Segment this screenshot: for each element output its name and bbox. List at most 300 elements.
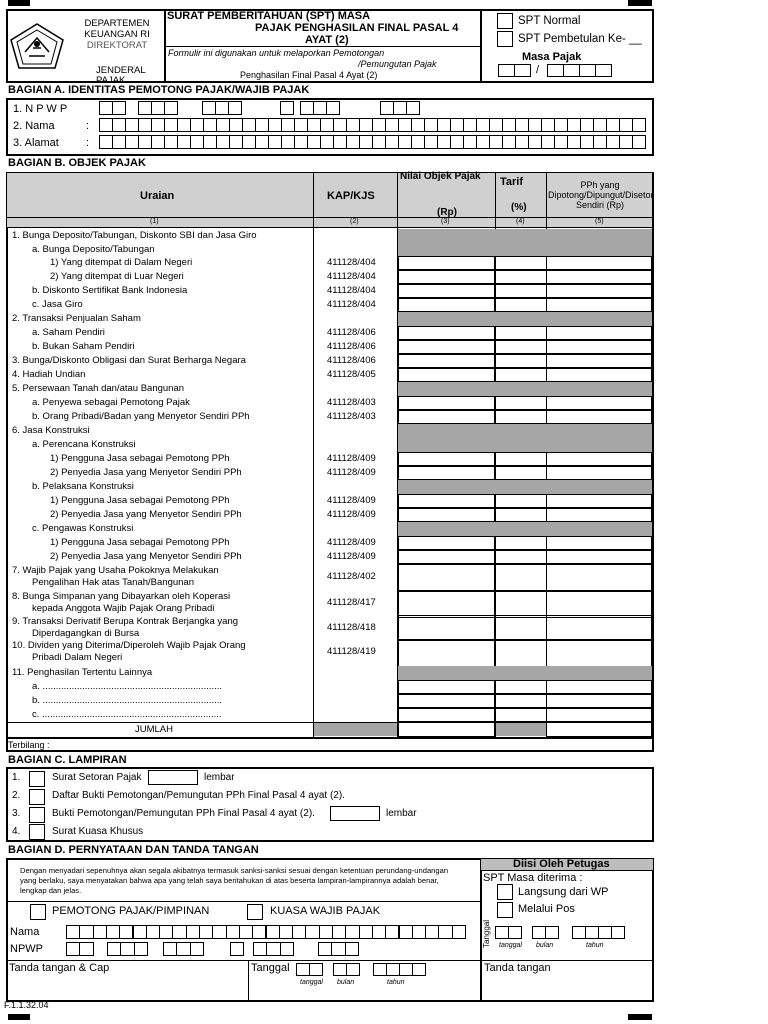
nama-char-cell[interactable]	[632, 118, 646, 132]
row-uraian: 1) Pengguna Jasa sebagai Pemotong PPh	[50, 495, 230, 506]
alamat-char-cell[interactable]	[489, 135, 503, 149]
row-uraian: a. ....................................................................	[32, 681, 223, 692]
row-pph-cell[interactable]	[546, 326, 652, 340]
row-nilai-cell[interactable]	[398, 615, 495, 641]
jumlah-kap-gray	[314, 722, 397, 736]
petugas-tanggal-year-cell[interactable]	[598, 926, 612, 939]
npwp-digit-cell[interactable]	[99, 101, 113, 115]
row-pph-cell[interactable]	[546, 639, 652, 667]
npwp-digit-cell[interactable]	[313, 101, 327, 115]
nama-char-cell[interactable]	[138, 118, 152, 132]
d-npwp-digit-cell[interactable]	[66, 942, 80, 956]
npwp-digit-cell[interactable]	[138, 101, 152, 115]
row-tarif-cell[interactable]	[495, 452, 547, 466]
alamat-char-cell[interactable]	[632, 135, 646, 149]
row-pph-cell[interactable]	[546, 452, 652, 466]
row-tarif-cell[interactable]	[495, 494, 547, 508]
alamat-char-cell[interactable]	[125, 135, 139, 149]
alamat-char-cell[interactable]	[606, 135, 620, 149]
d-npwp-digit-cell[interactable]	[107, 942, 121, 956]
alamat-char-cell[interactable]	[359, 135, 373, 149]
npwp-digit-cell[interactable]	[151, 101, 165, 115]
d-npwp-digit-cell[interactable]	[266, 942, 280, 956]
d-npwp-digit-cell[interactable]	[230, 942, 244, 956]
d-nama-char-cell[interactable]	[133, 925, 147, 939]
row-pph-cell[interactable]	[546, 340, 652, 354]
d-npwp-digit-cell[interactable]	[163, 942, 177, 956]
corner-mark	[628, 1014, 652, 1020]
d-nama-char-cell[interactable]	[106, 925, 120, 939]
nama-char-cell[interactable]	[255, 118, 269, 132]
alamat-char-cell[interactable]	[346, 135, 360, 149]
row-nilai-cell[interactable]	[398, 494, 495, 508]
nama-char-cell[interactable]	[476, 118, 490, 132]
spt-normal-checkbox[interactable]	[497, 13, 513, 29]
npwp-digit-cell[interactable]	[380, 101, 394, 115]
row-tarif-cell[interactable]	[495, 639, 547, 667]
nama-char-cell[interactable]	[398, 118, 412, 132]
alamat-char-cell[interactable]	[255, 135, 269, 149]
nama-char-cell[interactable]	[346, 118, 360, 132]
ttd-cap-label: Tanda tangan & Cap	[9, 962, 110, 974]
nama-char-cell[interactable]	[125, 118, 139, 132]
nama-char-cell[interactable]	[593, 118, 607, 132]
d-tanggal-day-cell[interactable]	[309, 963, 323, 976]
pos-checkbox[interactable]	[497, 902, 513, 918]
alamat-char-cell[interactable]	[333, 135, 347, 149]
lampiran-ssp-checkbox[interactable]	[29, 771, 45, 787]
row-uraian: 9. Transaksi Derivatif Berupa Kontrak Berjangka yang	[12, 616, 239, 627]
d-nama-char-cell[interactable]	[212, 925, 226, 939]
row-uraian: a. Saham Pendiri	[32, 327, 105, 338]
pemotong-checkbox[interactable]	[30, 904, 46, 920]
row-gray-cell	[398, 480, 652, 494]
lampiran-bukti-checkbox[interactable]	[29, 807, 45, 823]
row-tarif-cell[interactable]	[495, 396, 547, 410]
petugas-tanggal-year-cell[interactable]	[572, 926, 586, 939]
alamat-char-cell[interactable]	[502, 135, 516, 149]
petugas-tanggal-day-cell[interactable]	[508, 926, 522, 939]
row-nilai-cell[interactable]	[398, 536, 495, 550]
row-tarif-cell[interactable]	[495, 694, 547, 708]
row-nilai-cell[interactable]	[398, 452, 495, 466]
nama-char-cell[interactable]	[619, 118, 633, 132]
nama-char-cell[interactable]	[177, 118, 191, 132]
nama-char-cell[interactable]	[541, 118, 555, 132]
petugas-tanggal-day-cell[interactable]	[495, 926, 509, 939]
d-npwp-digit-cell[interactable]	[120, 942, 134, 956]
d-nama-char-cell[interactable]	[119, 925, 133, 939]
d-nama-char-cell[interactable]	[345, 925, 359, 939]
alamat-char-cell[interactable]	[450, 135, 464, 149]
row-tarif-cell[interactable]	[495, 590, 547, 618]
nama-char-cell[interactable]	[554, 118, 568, 132]
nama-char-cell[interactable]	[294, 118, 308, 132]
alamat-char-cell[interactable]	[619, 135, 633, 149]
d-npwp-digit-cell[interactable]	[345, 942, 359, 956]
nama-char-cell[interactable]	[411, 118, 425, 132]
alamat-char-cell[interactable]	[229, 135, 243, 149]
alamat-char-cell[interactable]	[567, 135, 581, 149]
row-nilai-cell[interactable]	[398, 270, 495, 284]
alamat-char-cell[interactable]	[580, 135, 594, 149]
alamat-char-cell[interactable]	[216, 135, 230, 149]
d-nama-char-cell[interactable]	[399, 925, 413, 939]
row-tarif-cell[interactable]	[495, 410, 547, 424]
alamat-char-cell[interactable]	[385, 135, 399, 149]
nama-char-cell[interactable]	[190, 118, 204, 132]
row-pph-cell[interactable]	[546, 368, 652, 382]
tahun-pajak-cell[interactable]	[547, 64, 564, 77]
alamat-char-cell[interactable]	[177, 135, 191, 149]
row-pph-cell[interactable]	[546, 270, 652, 284]
row-kap: 411128/402	[327, 571, 376, 582]
row-nilai-cell[interactable]	[398, 410, 495, 424]
d-nama-char-cell[interactable]	[385, 925, 399, 939]
row-tarif-cell[interactable]	[495, 708, 547, 722]
alamat-char-cell[interactable]	[372, 135, 386, 149]
d-nama-char-cell[interactable]	[319, 925, 333, 939]
nama-char-cell[interactable]	[372, 118, 386, 132]
alamat-char-cell[interactable]	[281, 135, 295, 149]
lampiran-daftar-checkbox[interactable]	[29, 789, 45, 805]
npwp-digit-cell[interactable]	[164, 101, 178, 115]
col-pph: PPh yang Dipotong/Dipungut/Disetor Sendiri (Rp)	[548, 180, 654, 210]
langsung-checkbox[interactable]	[497, 884, 513, 900]
row-nilai-cell[interactable]	[398, 466, 495, 480]
row-pph-cell[interactable]	[546, 590, 652, 618]
col-kap: KAP/KJS	[327, 190, 375, 202]
kuasa-checkbox[interactable]	[247, 904, 263, 920]
alamat-char-cell[interactable]	[190, 135, 204, 149]
row-pph-cell[interactable]	[546, 284, 652, 298]
row-tarif-cell[interactable]	[495, 368, 547, 382]
lampiran-ssp-count[interactable]	[148, 770, 198, 785]
nama-char-cell[interactable]	[320, 118, 334, 132]
row-nilai-cell[interactable]	[398, 550, 495, 564]
row-pph-cell[interactable]	[546, 564, 652, 592]
nama-char-cell[interactable]	[567, 118, 581, 132]
row-nilai-cell[interactable]	[398, 340, 495, 354]
row-nilai-cell[interactable]	[398, 680, 495, 694]
petugas-tanggal-year-cell[interactable]	[611, 926, 625, 939]
nama-char-cell[interactable]	[268, 118, 282, 132]
d-tanggal-year-cell[interactable]	[373, 963, 387, 976]
npwp-digit-cell[interactable]	[393, 101, 407, 115]
row-pph-cell[interactable]	[546, 536, 652, 550]
spt-pembetulan-checkbox[interactable]	[497, 31, 513, 47]
jumlah-nilai-cell[interactable]	[398, 722, 495, 737]
nama-char-cell[interactable]	[385, 118, 399, 132]
jumlah-pph-cell[interactable]	[546, 722, 652, 737]
masa-pajak-cell[interactable]	[498, 64, 515, 77]
row-pph-cell[interactable]	[546, 256, 652, 270]
alamat-char-cell[interactable]	[151, 135, 165, 149]
alamat-char-cell[interactable]	[411, 135, 425, 149]
row-tarif-cell[interactable]	[495, 270, 547, 284]
row-nilai-cell[interactable]	[398, 708, 495, 722]
d-npwp-digit-cell[interactable]	[176, 942, 190, 956]
masa-pajak-cell[interactable]	[514, 64, 531, 77]
row-tarif-cell[interactable]	[495, 340, 547, 354]
d-nama-char-cell[interactable]	[266, 925, 280, 939]
d-npwp-digit-cell[interactable]	[331, 942, 345, 956]
row-tarif-cell[interactable]	[495, 550, 547, 564]
alamat-char-cell[interactable]	[398, 135, 412, 149]
row-uraian: 2. Transaksi Penjualan Saham	[12, 313, 141, 324]
row-kap: 411128/409	[327, 537, 376, 548]
jumlah-tarif-gray	[496, 722, 546, 736]
row-uraian: 1) Pengguna Jasa sebagai Pemotong PPh	[50, 537, 230, 548]
nama-char-cell[interactable]	[307, 118, 321, 132]
npwp-digit-cell[interactable]	[215, 101, 229, 115]
d-nama-char-cell[interactable]	[359, 925, 373, 939]
d-tanggal-year-cell[interactable]	[412, 963, 426, 976]
row-pph-cell[interactable]	[546, 550, 652, 564]
d-nama-char-cell[interactable]	[186, 925, 200, 939]
nama-char-cell[interactable]	[580, 118, 594, 132]
alamat-char-cell[interactable]	[268, 135, 282, 149]
row-uraian: 6. Jasa Konstruksi	[12, 425, 90, 436]
row-tarif-cell[interactable]	[495, 298, 547, 312]
d-nama-char-cell[interactable]	[438, 925, 452, 939]
row-nilai-cell[interactable]	[398, 354, 495, 368]
row-kap: 411128/404	[327, 299, 376, 310]
col-uraian: Uraian	[140, 190, 175, 202]
petugas-ttd-label: Tanda tangan	[484, 962, 551, 974]
row-gray-block	[398, 229, 652, 256]
row-nilai-cell[interactable]	[398, 298, 495, 312]
row-tarif-cell[interactable]	[495, 564, 547, 592]
d-tanggal-month-cell[interactable]	[346, 963, 360, 976]
d-npwp-digit-cell[interactable]	[280, 942, 294, 956]
nama-char-cell[interactable]	[164, 118, 178, 132]
row-nilai-cell[interactable]	[398, 256, 495, 270]
alamat-char-cell[interactable]	[112, 135, 126, 149]
row-pph-cell[interactable]	[546, 396, 652, 410]
d-nama-char-cell[interactable]	[425, 925, 439, 939]
d-nama-char-cell[interactable]	[452, 925, 466, 939]
npwp-digit-cell[interactable]	[280, 101, 294, 115]
row-uraian: 5. Persewaan Tanah dan/atau Bangunan	[12, 383, 185, 394]
nama-char-cell[interactable]	[528, 118, 542, 132]
nama-char-cell[interactable]	[151, 118, 165, 132]
row-uraian: 2) Yang ditempat di Luar Negeri	[50, 271, 184, 282]
col-tarif: Tarif	[500, 176, 524, 188]
d-npwp-digit-cell[interactable]	[190, 942, 204, 956]
npwp-digit-cell[interactable]	[300, 101, 314, 115]
row-uraian: b. Orang Pribadi/Badan yang Menyetor Sendiri PPh	[32, 411, 250, 422]
tahun-pajak-cell[interactable]	[595, 64, 612, 77]
d-nama-char-cell[interactable]	[305, 925, 319, 939]
alamat-char-cell[interactable]	[437, 135, 451, 149]
terbilang-label: Terbilang :	[8, 740, 50, 750]
nama-char-cell[interactable]	[502, 118, 516, 132]
d-nama-label: Nama	[10, 926, 40, 938]
d-tanggal-month-cell[interactable]	[333, 963, 347, 976]
row-uraian: b. Diskonto Sertifikat Bank Indonesia	[32, 285, 188, 296]
nama-char-cell[interactable]	[203, 118, 217, 132]
d-npwp-digit-cell[interactable]	[134, 942, 148, 956]
nama-char-cell[interactable]	[99, 118, 113, 132]
row-nilai-cell[interactable]	[398, 564, 495, 592]
row-uraian: 4. Hadiah Undian	[12, 369, 86, 380]
row-gray-cell	[398, 382, 652, 396]
row-pph-cell[interactable]	[546, 298, 652, 312]
row-tarif-cell[interactable]	[495, 326, 547, 340]
row-uraian: a. Perencana Konstruksi	[32, 439, 136, 450]
section-d-title: BAGIAN D. PERNYATAAN DAN TANDA TANGAN	[8, 844, 259, 856]
alamat-char-cell[interactable]	[294, 135, 308, 149]
row-nilai-cell[interactable]	[398, 694, 495, 708]
d-npwp-digit-cell[interactable]	[79, 942, 93, 956]
section-a-title: BAGIAN A. IDENTITAS PEMOTONG PAJAK/WAJIB PAJAK	[8, 84, 310, 96]
row-kap: 411128/406	[327, 355, 376, 366]
alamat-char-cell[interactable]	[593, 135, 607, 149]
dirjen-name: JENDERAL PAJAK	[96, 66, 146, 82]
alamat-char-cell[interactable]	[515, 135, 529, 149]
row-tarif-cell[interactable]	[495, 256, 547, 270]
nama-char-cell[interactable]	[216, 118, 230, 132]
row-pph-cell[interactable]	[546, 615, 652, 641]
npwp-digit-cell[interactable]	[406, 101, 420, 115]
alamat-char-cell[interactable]	[320, 135, 334, 149]
alamat-char-cell[interactable]	[99, 135, 113, 149]
nama-char-cell[interactable]	[606, 118, 620, 132]
row-nilai-cell[interactable]	[398, 284, 495, 298]
row-nilai-cell[interactable]	[398, 508, 495, 522]
garuda-logo-icon	[9, 22, 65, 72]
alamat-char-cell[interactable]	[463, 135, 477, 149]
nama-char-cell[interactable]	[359, 118, 373, 132]
alamat-char-cell[interactable]	[424, 135, 438, 149]
row-tarif-cell[interactable]	[495, 508, 547, 522]
row-pph-cell[interactable]	[546, 694, 652, 708]
d-tanggal-year-cell[interactable]	[399, 963, 413, 976]
d-nama-char-cell[interactable]	[93, 925, 107, 939]
nama-char-cell[interactable]	[515, 118, 529, 132]
npwp-digit-cell[interactable]	[202, 101, 216, 115]
d-tanggal-year-cell[interactable]	[386, 963, 400, 976]
d-nama-char-cell[interactable]	[279, 925, 293, 939]
d-npwp-digit-cell[interactable]	[253, 942, 267, 956]
d-nama-char-cell[interactable]	[412, 925, 426, 939]
row-kap: 411128/419	[327, 646, 376, 657]
nama-label: 2. Nama	[13, 120, 55, 132]
tahun-pajak-cell[interactable]	[579, 64, 596, 77]
nama-char-cell[interactable]	[333, 118, 347, 132]
row-pph-cell[interactable]	[546, 466, 652, 480]
d-nama-char-cell[interactable]	[332, 925, 346, 939]
row-nilai-cell[interactable]	[398, 639, 495, 667]
row-pph-cell[interactable]	[546, 410, 652, 424]
nama-char-cell[interactable]	[450, 118, 464, 132]
row-nilai-cell[interactable]	[398, 368, 495, 382]
d-nama-char-cell[interactable]	[159, 925, 173, 939]
row-gray-block	[398, 424, 652, 452]
row-pph-cell[interactable]	[546, 354, 652, 368]
d-nama-char-cell[interactable]	[146, 925, 160, 939]
d-tanggal-day-cell[interactable]	[296, 963, 310, 976]
row-pph-cell[interactable]	[546, 708, 652, 722]
alamat-char-cell[interactable]	[476, 135, 490, 149]
d-nama-char-cell[interactable]	[292, 925, 306, 939]
row-uraian: 11. Penghasilan Tertentu Lainnya	[12, 667, 153, 678]
nama-char-cell[interactable]	[489, 118, 503, 132]
row-pph-cell[interactable]	[546, 680, 652, 694]
alamat-char-cell[interactable]	[528, 135, 542, 149]
nama-char-cell[interactable]	[112, 118, 126, 132]
row-uraian-cont: Diperdagangkan di Bursa	[32, 628, 140, 639]
row-nilai-cell[interactable]	[398, 396, 495, 410]
row-tarif-cell[interactable]	[495, 536, 547, 550]
row-uraian: b. Bukan Saham Pendiri	[32, 341, 135, 352]
d-nama-char-cell[interactable]	[372, 925, 386, 939]
lampiran-bukti-count[interactable]	[330, 806, 380, 821]
row-uraian: 2) Penyedia Jasa yang Menyetor Sendiri PPh	[50, 551, 242, 562]
d-npwp-digit-cell[interactable]	[318, 942, 332, 956]
lampiran-kuasa-checkbox[interactable]	[29, 824, 45, 840]
alamat-char-cell[interactable]	[541, 135, 555, 149]
jumlah-line	[7, 722, 652, 723]
npwp-digit-cell[interactable]	[228, 101, 242, 115]
alamat-char-cell[interactable]	[164, 135, 178, 149]
nama-char-cell[interactable]	[229, 118, 243, 132]
form-subtitle: Formulir ini digunakan untuk melaporkan Pemotongan /Pemungutan Pajak Penghasilan Final Pasal 4 Ayat (2)	[168, 48, 437, 80]
d-nama-char-cell[interactable]	[226, 925, 240, 939]
row-tarif-cell[interactable]	[495, 354, 547, 368]
nama-char-cell[interactable]	[437, 118, 451, 132]
npwp-digit-cell[interactable]	[326, 101, 340, 115]
npwp-digit-cell[interactable]	[112, 101, 126, 115]
row-tarif-cell[interactable]	[495, 680, 547, 694]
row-nilai-cell[interactable]	[398, 326, 495, 340]
d-nama-char-cell[interactable]	[79, 925, 93, 939]
row-uraian: a. Bunga Deposito/Tabungan	[32, 244, 155, 255]
corner-mark	[8, 1014, 30, 1020]
d-nama-char-cell[interactable]	[252, 925, 266, 939]
row-gray-cell	[398, 522, 652, 536]
row-tarif-cell[interactable]	[495, 466, 547, 480]
row-uraian: 3. Bunga/Diskonto Obligasi dan Surat Berharga Negara	[12, 355, 246, 366]
alamat-char-cell[interactable]	[554, 135, 568, 149]
alamat-char-cell[interactable]	[307, 135, 321, 149]
petugas-tanggal-year-cell[interactable]	[585, 926, 599, 939]
row-pph-cell[interactable]	[546, 508, 652, 522]
petugas-tanggal-month-cell[interactable]	[545, 926, 559, 939]
row-nilai-cell[interactable]	[398, 590, 495, 618]
nama-char-cell[interactable]	[463, 118, 477, 132]
nama-char-cell[interactable]	[424, 118, 438, 132]
row-pph-cell[interactable]	[546, 494, 652, 508]
row-tarif-cell[interactable]	[495, 284, 547, 298]
d-nama-char-cell[interactable]	[199, 925, 213, 939]
d-nama-char-cell[interactable]	[239, 925, 253, 939]
petugas-tanggal-month-cell[interactable]	[532, 926, 546, 939]
alamat-char-cell[interactable]	[138, 135, 152, 149]
alamat-char-cell[interactable]	[203, 135, 217, 149]
tahun-pajak-cell[interactable]	[563, 64, 580, 77]
row-tarif-cell[interactable]	[495, 615, 547, 641]
row-kap: 411128/403	[327, 397, 376, 408]
nama-char-cell[interactable]	[281, 118, 295, 132]
d-nama-char-cell[interactable]	[172, 925, 186, 939]
nama-char-cell[interactable]	[242, 118, 256, 132]
alamat-char-cell[interactable]	[242, 135, 256, 149]
row-uraian: 1) Yang ditempat di Dalam Negeri	[50, 257, 193, 268]
row-uraian: 2) Penyedia Jasa yang Menyetor Sendiri PPh	[50, 509, 242, 520]
d-nama-char-cell[interactable]	[66, 925, 80, 939]
